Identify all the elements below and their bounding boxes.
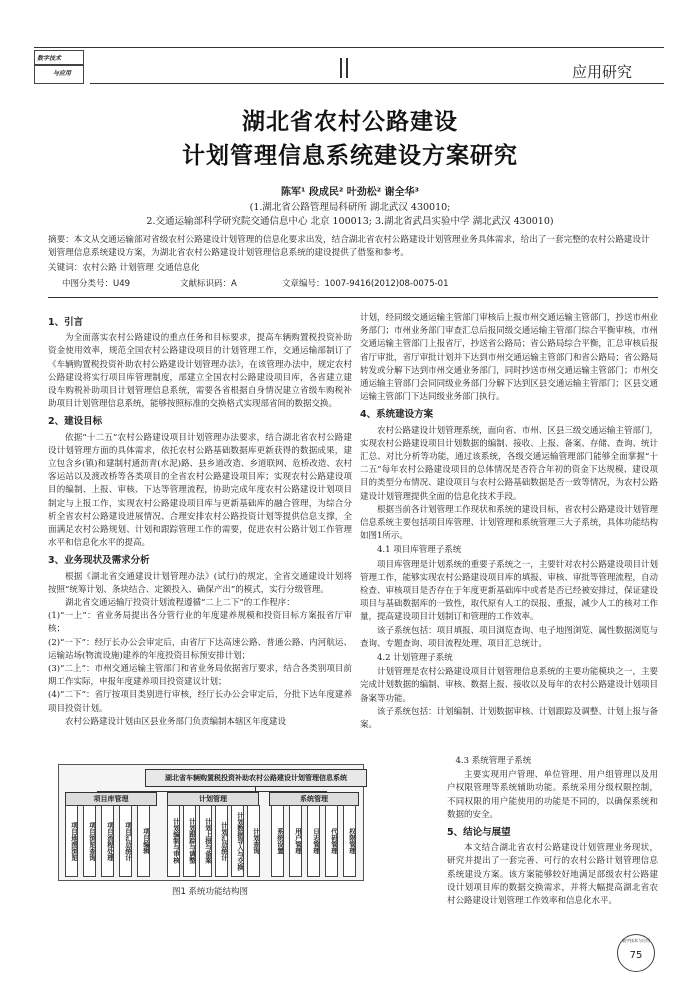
list-item: (3)“二上”：市州交通运输主管部门和省业务局依据省厅要求，结合各类别项目前期工作实际，申报年度建养项目投资建议计划； [48, 664, 352, 688]
diagram-leaf: 项目流程处理 [101, 805, 114, 877]
title-line1: 湖北省农村公路建设 [242, 109, 458, 135]
paragraph: 农村公路建设计划由区县业务部门负责编制本辖区年度建设 [65, 716, 287, 727]
clc-number: 中图分类号：U49 [62, 279, 131, 289]
diagram-leaf: 项目编辑 [137, 805, 150, 877]
diagram-leaf: 项目汇总统计 [119, 805, 132, 877]
paragraph: 该子系统包括：计划编制、计划数据审核、计划跟踪及调整、计划上报与备案。 [360, 706, 658, 731]
paragraph: 根据《湖北省交通建设计划管理办法》(试行)的规定，全省交通建设计划将按照“统筹计划、条块结合、定额投入、确保产出”的模式，实行分级管理。 [48, 571, 352, 595]
keywords: 关键词：农村公路 计划管理 交通信息化 [48, 263, 200, 273]
diagram-leaf: 项目浏览查询 [83, 805, 96, 877]
diagram-leaf: 系统设置 [271, 805, 284, 877]
right-column-lower [447, 754, 658, 907]
journal-logo [34, 50, 84, 84]
logo-line2: 与应用 [53, 70, 72, 77]
paragraph: 农村公路建设计划管理系统，面向省、市州、区县三级交通运输主管部门，实现农村公路建设项目计划数据的编制、接收、上报、备案、存储、查询、统计汇总、对比分析等功能，通过该系统，各级交通运输管理部门能够全面掌握“十二五”每年农村公路建设项目的总体情况是否符合年初的资金下达规模、建设项目的类型分布情况、建设项目与农村公路基础数据是否一致等情况，为农村公路建设计划管理提供全面的信息化技术手段。 [360, 425, 658, 502]
article-number: 文章编号：1007-9416(2012)08-0075-01 [282, 279, 449, 289]
affiliation-1: (1.湖北省公路管理局科研所 湖北武汉 430010; [249, 202, 451, 213]
section-4-title: 4、系统建设方案 [360, 409, 434, 421]
paragraph: 项目库管理是计划系统的重要子系统之一，主要针对农村公路建设项目计划管理工作，能够实现农村公路建设项目库的填报、审核、审批等管理流程，自动检查、审核项目是否存在于年度更新基础库中或者是否已经被安排过，保证建设项目与基础数据库的一致性，取代原有人工的误报、重报，减少人工的核对工作量，提高建设项目计划制订和管理的工作效率。 [360, 559, 658, 623]
paragraph: 主要实现用户管理、单位管理、用户组管理以及用户权限管理等系统辅助功能。系统采用分级权限控制，不同权限的用户能使用的功能是不同的，以确保系统和数据的安全。 [447, 770, 658, 820]
paragraph: 依据“十二五”农村公路建设项目计划管理办法要求，结合湖北省农村公路建设计划管理方面的具体需求，依托农村公路基础数据库更新获得的数据成果，建立包含乡(镇)和建制村通沥青(水泥)路、县乡道改造、乡道联网、危桥改造、农村客运站以及渡改桥等各类项目的全省农村公路建设项目库；实现农村公路建设项目的编制、上报、审核、下达等管理流程，协助完成年度农村公路建设计划项目制定与上报工作，实现农村公路建设项目库与更新基础库的融合管理，为综合分析全省农村公路建设进展情况、合理安排农村公路投资计划等提供信息支撑，全面满足农村公路规划、计划和跟踪管理工作的需要，促进农村公路计划工作管理水平和信息化水平的提高。 [48, 432, 352, 549]
header-rule-top [34, 47, 664, 48]
header-rule-bottom [90, 83, 664, 84]
logo-line1: 数字技术 [37, 55, 62, 62]
diagram-leaf: 计划查询 [247, 805, 260, 877]
page-number-badge [617, 934, 655, 972]
diagram-root: 湖北省车辆购置税投资补助农村公路建设计划管理信息系统 [145, 769, 367, 787]
subsection-4-1-title: 4.1 项目库管理子系统 [377, 545, 462, 556]
section-2-title: 2、建设目标 [48, 416, 103, 428]
diagram-group-plan: 计划管理 [167, 792, 259, 806]
subsection-4-2-title: 4.2 计划管理子系统 [377, 653, 453, 664]
title-line2: 计划管理信息系统建设方案研究 [182, 143, 518, 169]
section-name: 应用研究 [572, 63, 633, 81]
section-1-title: 1、引言 [48, 317, 84, 328]
diagram-leaf: 计划汇总统计 [215, 805, 228, 877]
list-item: (4)“二下”：省厅按项目类别进行审核，经厅长办公会审定后，分批下达年度建养项目投资计划。 [48, 690, 352, 714]
list-item: (2)“一下”：经厅长办公会审定后，由省厅下达高速公路、普通公路、内河航运、运输站场(物流设施)建养的年度投资目标预安排计划； [48, 637, 352, 661]
diagram-leaf: 计划跟踪与调整 [183, 805, 196, 877]
diagram-leaf: 计划上报与备案 [199, 805, 212, 877]
affiliation-2: 2.交通运输部科学研究院交通信息中心 北京 100013; 3.湖北省武昌实验中学 湖北武汉 430010) [146, 216, 554, 227]
section-3-title: 3、业务现状及需求分析 [48, 555, 150, 567]
diagram-group-project: 项目库管理 [65, 792, 157, 806]
header-tick [340, 58, 342, 78]
page-header [0, 0, 700, 92]
paragraph: 湖北省交通运输厅投资计划流程遵循“二上二下”的工作程序： [65, 598, 295, 609]
paragraph: 计划，经同级交通运输主管部门审核后上报市州交通运输主管部门，抄送市州业务部门；市州业务部门审查汇总后报同级交通运输主管部门综合平衡审核，市州交通运输主管部门上报省厅，抄送省公路局；省公路局综合平衡，汇总审核后报省厅审批，省厅审批计划并下达到市州交通运输主管部门和省公路局；省公路局转发或分解下达到市州交通业务部门，同时抄送市州交通运输主管部门；市州交通运输主管部门会同同级业务部门分解下达到区县交通运输主管部门；区县交通运输主管部门下达同级业务部门执行。 [360, 313, 658, 403]
paragraph: 本文结合湖北省农村公路建设计划管理业务现状，研究并提出了一套完善、可行的农村公路计划管理信息系统建设方案。该方案能够较好地满足部级农村公路建设计划项目库的数据交换需求，并将大幅提高湖北省农村公路建设计划管理工作效率和信息化水平。 [447, 843, 658, 907]
paragraph: 计划管理是农村公路建设项目计划管理信息系统的主要功能模块之一，主要完成计划数据的编制、审核、数据上报、接收以及每年的农村公路建设计划项目备案等功能。 [360, 667, 658, 704]
authors: 陈军¹ 段成民² 叶劲松² 谢全华³ [281, 187, 419, 198]
list-item: (1)“一上”：省业务局提出各分管行业的年度建养规模和投资目标方案报省厅审核； [48, 611, 352, 635]
diagram-leaf: 项目地图浏览 [65, 805, 78, 877]
abstract-text: 摘要：本文从交通运输部对省级农村公路建设计划管理的信息化要求出发，结合湖北省农村公路建设计划管理业务具体需求，给出了一套完整的农村公路建设计划管理信息系统建设方案，为湖北省农村公路建设计划管理信息系统的建设提供了借鉴和参考。 [48, 235, 650, 258]
page-number: 75 [629, 950, 643, 961]
diagram-leaf: 计划编制与审核 [167, 805, 180, 877]
diagram-leaf: 代码管理 [325, 805, 338, 877]
subsection-4-3-title: 4.3 系统管理子系统 [455, 756, 532, 766]
diagram-leaf: 计划数据导入与交换 [231, 805, 244, 877]
diagram-leaf: 权限管理 [343, 805, 356, 877]
diagram-leaf: 日志管理 [307, 805, 320, 877]
paragraph: 该子系统包括：项目填报、项目浏览查询、电子地图浏览、属性数据浏览与查询、专题查询、项目流程处理、项目汇总统计。 [360, 625, 658, 649]
diagram-group-system: 系统管理 [269, 792, 359, 806]
paragraph: 根据当前各计划管理工作现状和系统的建设目标，省农村公路建设计划管理信息系统主要包括项目库管理、计划管理和系统管理三大子系统，具体功能结构如图1所示。 [360, 504, 658, 542]
right-column [360, 312, 658, 752]
section-5-title: 5、结论与展望 [447, 827, 511, 839]
abstract-rule [48, 297, 658, 298]
page-mark: 数字技术与应用 [622, 938, 650, 943]
document-code: 文献标识码：A [180, 279, 237, 289]
abstract [48, 234, 658, 275]
figure-caption: 图1 系统功能结构图 [171, 887, 249, 897]
header-tick [346, 58, 348, 78]
paragraph: 为全面落实农村公路建设的重点任务和目标要求，提高车辆购置税投资补助资金使用效率，规范全国农村公路建设项目的计划管理工作，交通运输部制订了《车辆购置税投资补助农村公路建设计划管理办法》，在该管理办法中，规定农村公路建设将实行项目库管理制度，部建立全国农村公路建设项目库，各省建立建设车购税补助项目计划管理信息系统，需要各省根据自身情况建立省级车购税补助项目计划管理信息系统，能够按照标准的交换格式实现部省间的数据交换。 [48, 333, 352, 410]
left-column [48, 312, 352, 758]
diagram-leaf: 用户管理 [289, 805, 302, 877]
function-structure-diagram [58, 764, 364, 881]
